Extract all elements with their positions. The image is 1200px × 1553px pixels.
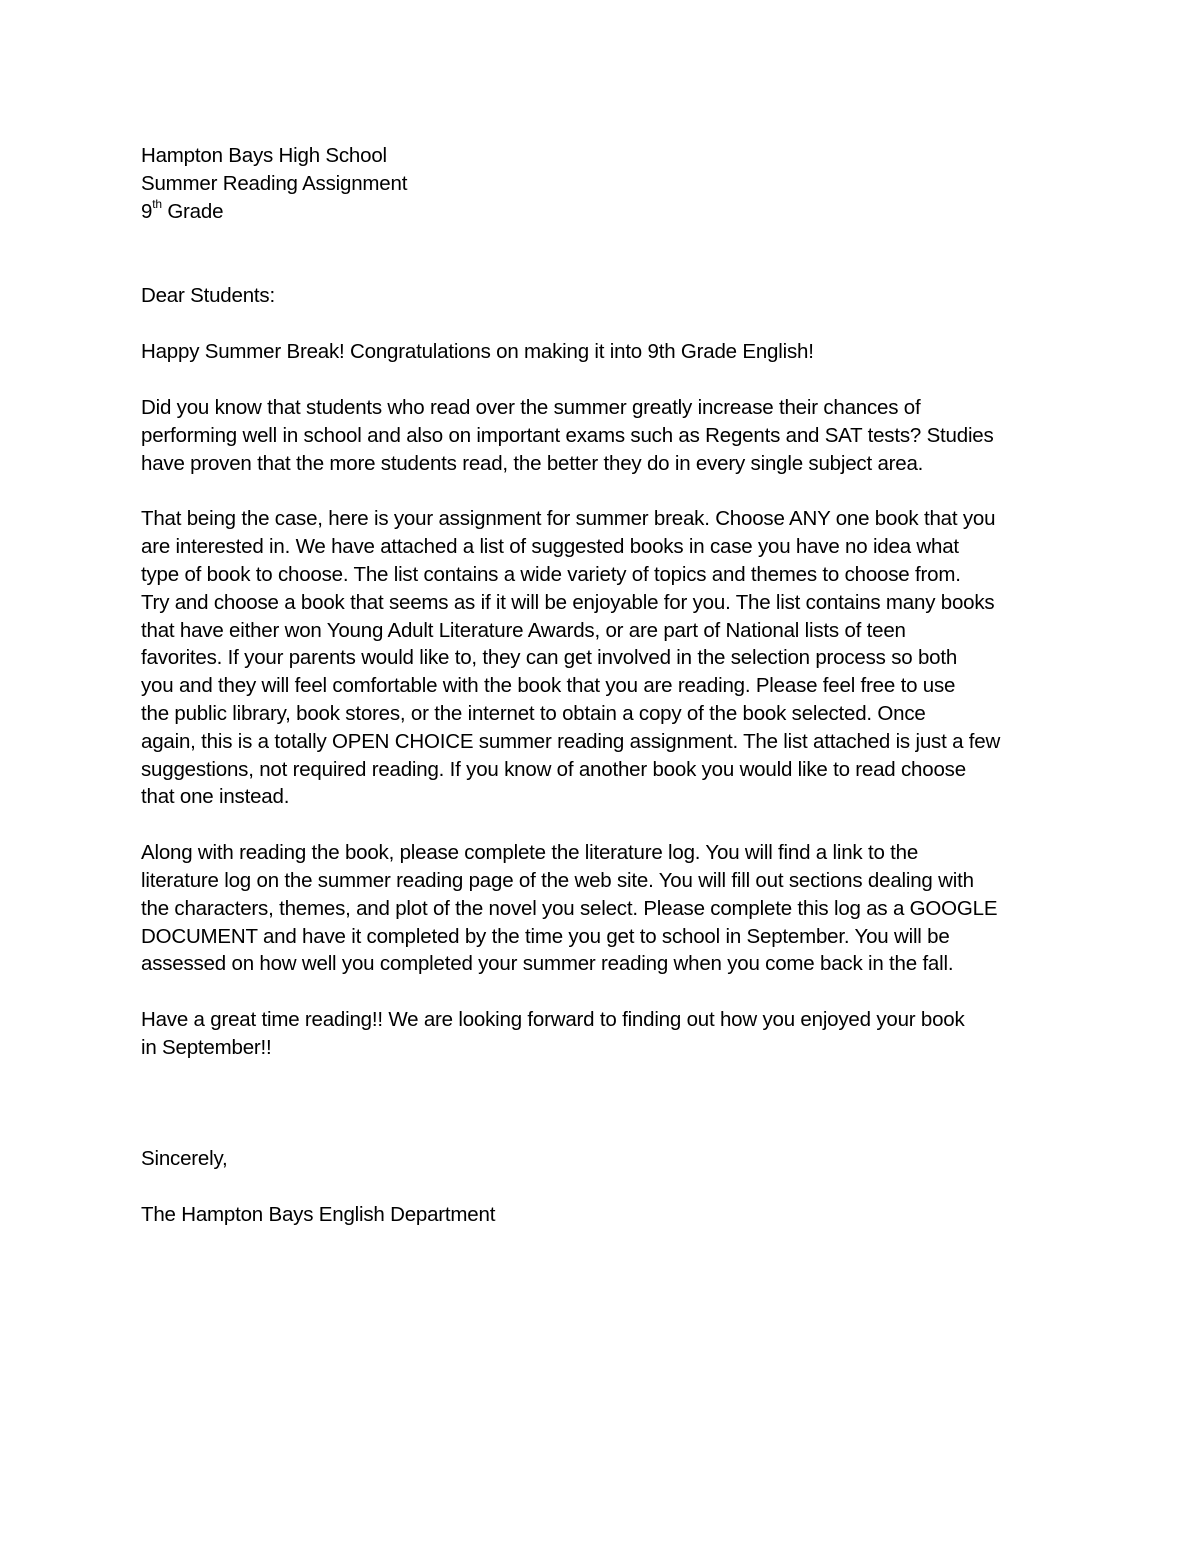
paragraph-line: that have either won Young Adult Literature Awards, or are part of National lists of teen bbox=[141, 618, 906, 642]
paragraph-line: Along with reading the book, please complete the literature log. You will find a link to the bbox=[141, 841, 919, 865]
paragraph-farewell bbox=[141, 1006, 1071, 1062]
grade-number: 9 bbox=[141, 199, 153, 223]
assignment-title: Summer Reading Assignment bbox=[141, 171, 408, 195]
paragraph-line: type of book to choose. The list contains a wide variety of topics and themes to choose from. bbox=[141, 562, 961, 586]
grade-ordinal-suffix: th bbox=[152, 196, 162, 211]
paragraph-line: the public library, book stores, or the internet to obtain a copy of the book selected. Once bbox=[141, 701, 926, 725]
paragraph-line: Have a great time reading!! We are looking forward to finding out how you enjoyed your book bbox=[141, 1008, 965, 1032]
school-name: Hampton Bays High School bbox=[141, 144, 387, 167]
paragraph-line: performing well in school and also on important exams such as Regents and SAT tests? Studies bbox=[141, 423, 994, 447]
paragraph-line: Did you know that students who read over the summer greatly increase their chances of bbox=[141, 395, 921, 419]
paragraph-line: again, this is a totally OPEN CHOICE summer reading assignment. The list attached is just a few bbox=[141, 729, 1001, 753]
paragraph-line: suggestions, not required reading. If you know of another book you would like to read choose bbox=[141, 757, 966, 781]
paragraph-line: the characters, themes, and plot of the novel you select. Please complete this log as a GOOGLE bbox=[141, 896, 998, 920]
paragraph-line: have proven that the more students read, the better they do in every single subject area. bbox=[141, 451, 924, 475]
paragraph-line: in September!! bbox=[141, 1035, 272, 1059]
paragraph-assignment bbox=[141, 505, 1071, 811]
signature: The Hampton Bays English Department bbox=[141, 1202, 496, 1226]
salutation-block bbox=[141, 282, 1071, 310]
paragraph-line: Try and choose a book that seems as if it will be enjoyable for you. The list contains many books bbox=[141, 590, 995, 614]
paragraph-line: DOCUMENT and have it completed by the time you get to school in September. You will be bbox=[141, 924, 950, 948]
paragraph-line: Happy Summer Break! Congratulations on making it into 9th Grade English! bbox=[141, 340, 814, 364]
paragraph-line: are interested in. We have attached a list of suggested books in case you have no idea what bbox=[141, 535, 959, 559]
paragraph-greeting bbox=[141, 338, 1071, 366]
paragraph-line: literature log on the summer reading page of the web site. You will fill out sections dealing with bbox=[141, 868, 974, 892]
signature-block bbox=[141, 1201, 1071, 1229]
paragraph-line: favorites. If your parents would like to, they can get involved in the selection process so both bbox=[141, 646, 958, 670]
paragraph-literature-log bbox=[141, 839, 1071, 978]
paragraph-reading-benefits bbox=[141, 394, 1071, 477]
salutation: Dear Students: bbox=[141, 284, 275, 308]
paragraph-line: that one instead. bbox=[141, 785, 290, 809]
letter-header bbox=[141, 142, 1071, 225]
paragraph-line: you and they will feel comfortable with the book that you are reading. Please feel free to use bbox=[141, 674, 956, 698]
paragraph-line: assessed on how well you completed your summer reading when you come back in the fall. bbox=[141, 952, 954, 976]
closing: Sincerely, bbox=[141, 1146, 228, 1170]
letter-body bbox=[141, 142, 1071, 1228]
grade-word: Grade bbox=[167, 199, 224, 223]
paragraph-line: That being the case, here is your assignment for summer break. Choose ANY one book that you bbox=[141, 507, 996, 531]
grade-level bbox=[141, 198, 1071, 226]
closing-block bbox=[141, 1145, 1071, 1173]
